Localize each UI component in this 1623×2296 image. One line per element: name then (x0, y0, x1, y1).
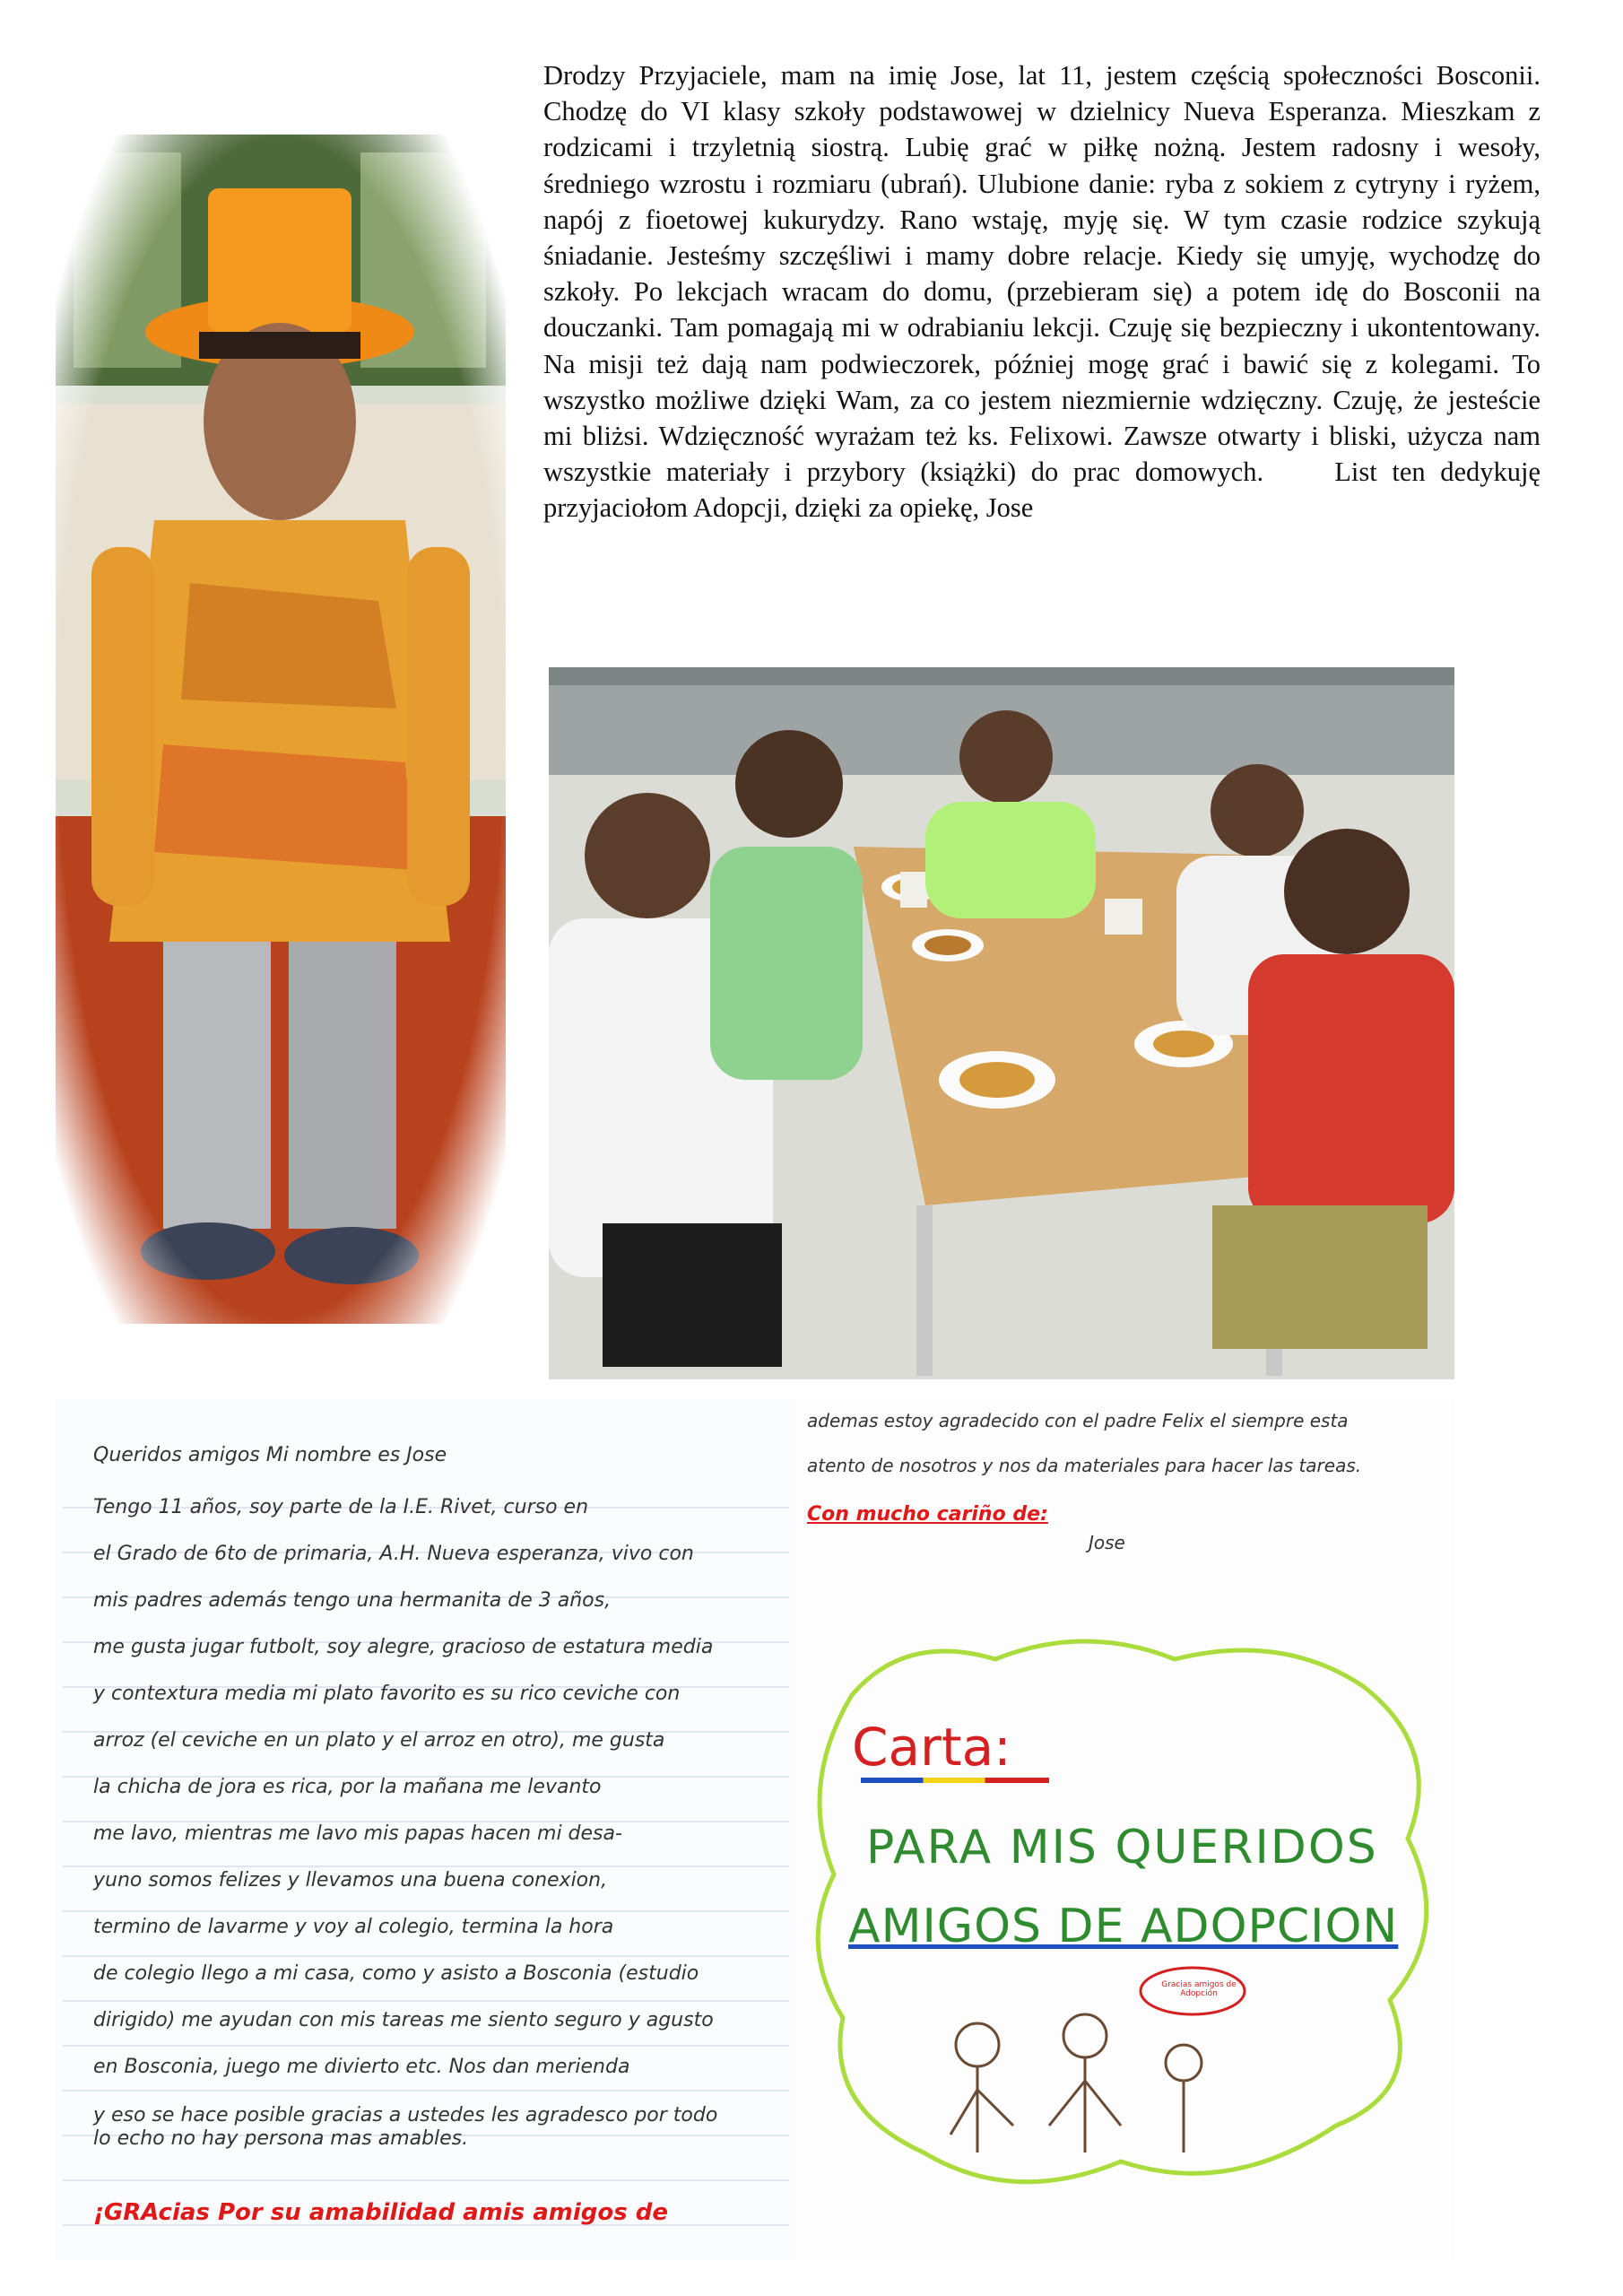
card-line-1: PARA MIS QUERIDOS (866, 1821, 1378, 1874)
handwritten-line: y eso se hace posible gracias a ustedes les agradesco por todo (93, 2104, 718, 2126)
handwritten-signature: Jose (1089, 1532, 1125, 1553)
handwritten-line: y contextura media mi plato favorito es su rico ceviche con (93, 1683, 681, 1705)
card-title-underline (861, 1778, 1049, 1783)
handwritten-line: ademas estoy agradecido con el padre Felix el siempre esta (807, 1410, 1349, 1431)
handwritten-line: Tengo 11 años, soy parte de la I.E. Rivet, curso en (93, 1496, 589, 1518)
handwritten-line: termino de lavarme y voy al colegio, termina la hora (93, 1916, 614, 1938)
handwritten-line: atento de nosotros y nos da materiales para hacer las tareas. (807, 1455, 1362, 1476)
handwritten-line: la chicha de jora es rica, por la mañana me levanto (93, 1776, 602, 1798)
speech-bubble-text: Gracias amigos de Adopción (1161, 1980, 1237, 1998)
card-title: Carta: (852, 1717, 1011, 1778)
handwritten-line: el Grado de 6to de primaria, A.H. Nueva esperanza, vivo con (93, 1543, 694, 1565)
handwritten-line: arroz (el ceviche en un plato y el arroz en otro), me gusta (93, 1729, 665, 1752)
handwritten-line: en Bosconia, juego me divierto etc. Nos dan merienda (93, 2056, 630, 2078)
handwritten-closing-line: ¡GRAcias Por su amabilidad amis amigos de (93, 2199, 668, 2226)
handwritten-line: me gusta jugar futbolt, soy alegre, gracioso de estatura media (93, 1636, 714, 1658)
handwritten-line: de colegio llego a mi casa, como y asisto a Bosconia (estudio (93, 1962, 699, 1985)
stick-figures (950, 2014, 1202, 2152)
boy-costume-photo (56, 135, 506, 1324)
boys-eating-illustration (549, 667, 1454, 1379)
handwritten-line: Queridos amigos Mi nombre es Jose (93, 1444, 447, 1466)
letter-dedication: List ten dedykuję przyjaciołom Adopcji, dzięki za opiekę, Jose (543, 457, 1541, 524)
boy-costume-illustration (56, 135, 506, 1324)
handwritten-line: mis padres además tengo una hermanita de 3 años, (93, 1589, 612, 1612)
handwritten-line: lo echo no hay persona mas amables. (93, 2127, 469, 2150)
handwritten-line: me lavo, mientras me lavo mis papas hacen mi desa- (93, 1822, 622, 1845)
letter-paragraph (543, 57, 1541, 526)
handwritten-line: yuno somos felizes y llevamos una buena conexion, (93, 1869, 608, 1892)
handwritten-line: dirigido) me ayudan con mis tareas me siento seguro y agusto (93, 2009, 714, 2031)
card-line-2: AMIGOS DE ADOPCION (848, 1900, 1399, 1953)
letter-body: Drodzy Przyjaciele, mam na imię Jose, lat 11, jestem częścią społeczności Bosconii. Chodzę do VI klasy szkoły podstawowej w dzielnicy Nueva Esperanza. Mieszkam z rodzicami i trzyletnią siostrą. Lubię grać w piłkę nożną. Jestem radosny i wesoły, średniego wzrostu i rozmiaru (ubrań). Ulubione danie: ryba z sokiem z cytryny i ryżem, napój z fioetowej kukurydzy. Rano wstaję, myję się. W tym czasie rodzice szykują śniadanie. Jesteśmy szczęśliwi i mamy dobre relacje. Kiedy się umyję, wychodzę do szkoły. Po lekcjach wracam do domu, (przebieram się) a potem idę do Bosconii na douczanki. Tam pomagają mi w odrabianiu lekcji. Czuję się bezpieczny i ukontentowany. Na misji też dają nam podwieczorek, później mogę grać i bawić się z kolegami. To wszystko możliwe dzięki Wam, za co jestem niezmiernie wdzięczny. Czuję, że jesteście mi bliżsi. Wdzięczność wyrażam też ks. Felixowi. Zawsze otwarty i bliski, użycza nam wszystkie materiały i przybory (książki) do prac domowych. (543, 60, 1541, 488)
boys-at-table-photo (549, 667, 1454, 1379)
handwritten-signoff: Con mucho cariño de: (807, 1503, 1048, 1526)
